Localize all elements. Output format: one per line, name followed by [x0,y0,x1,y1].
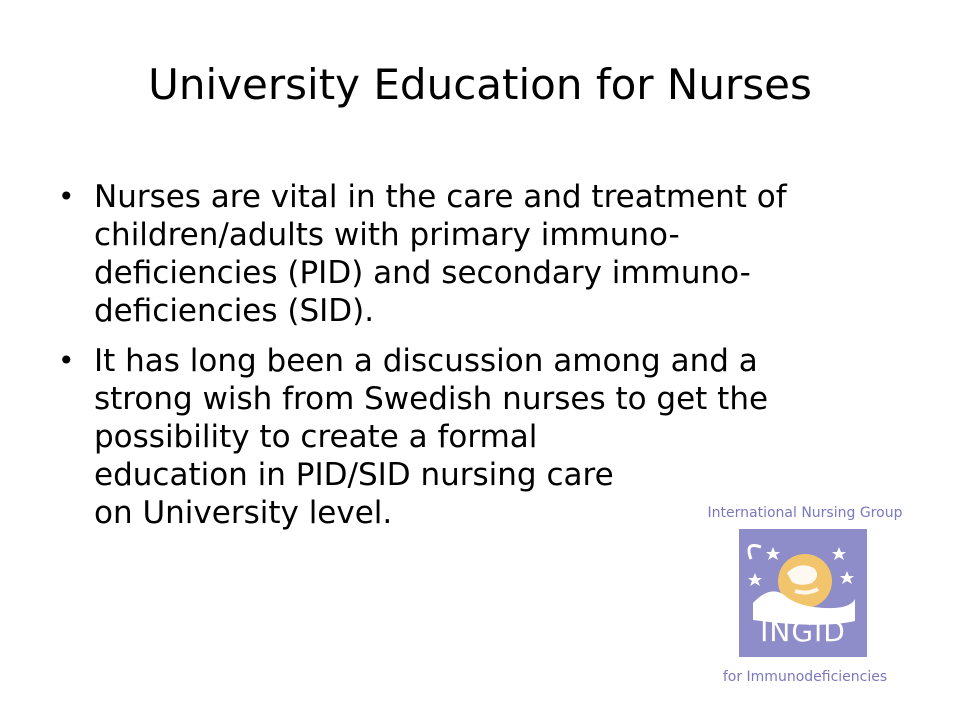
bullet-line: deficiencies (SID). [94,293,375,329]
bullet-line: on University level. [94,495,393,531]
bullet-icon: • [58,344,75,377]
logo-acronym: INGID [760,615,846,648]
bullet-list [58,178,884,544]
logo-bottom-text: for Immunodeficiencies [722,669,888,685]
bullet-line: children/adults with primary immuno- [94,217,680,253]
bullet-line: It has long been a discussion among and a [94,343,758,379]
logo-emblem [739,529,867,657]
bullet-line: Nurses are vital in the care and treatment of [94,179,787,215]
bullet-line: deficiencies (PID) and secondary immuno- [94,255,751,291]
bullet-line: strong wish from Swedish nurses to get the [94,381,769,417]
bullet-line: education in PID/SID nursing care [94,457,614,493]
bullet-item [58,178,884,330]
bullet-item [58,342,884,532]
slide-title: University Education for Nurses [148,60,812,109]
bullet-icon: • [58,180,75,213]
ingid-logo [705,505,905,690]
logo-top-text: International Nursing Group [707,505,903,521]
bullet-line: possibility to create a formal [94,419,538,455]
